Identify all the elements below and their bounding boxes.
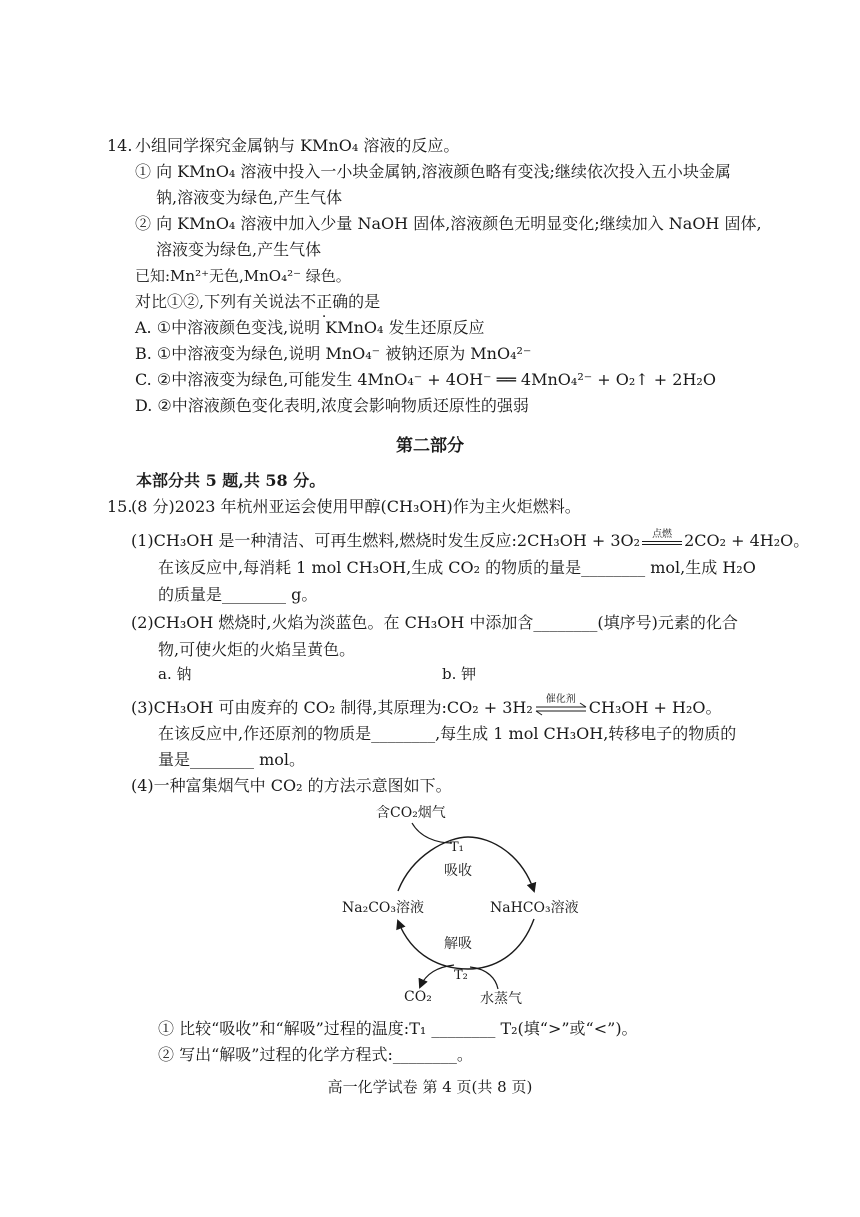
q14-stem: 小组同学探究金属钠与 KMnO₄ 溶液的反应。 — [135, 136, 460, 155]
co2-capture-diagram — [320, 797, 610, 1007]
steam-label: 水蒸气 — [480, 991, 522, 1007]
page-footer: 高一化学试卷 第 4 页(共 8 页) — [327, 1078, 533, 1096]
desorb-label: 解吸 — [444, 936, 472, 952]
q15-part1-line1 — [131, 530, 809, 552]
q15-part3-line2: 在该反应中,作还原剂的物质是________,每生成 1 mol CH₃OH,转移电子的物质的 — [158, 724, 737, 743]
q15-part2-option-b: b. 钾 — [442, 665, 477, 683]
q14-compare-prompt — [135, 291, 380, 313]
q15-part2-option-a: a. 钠 — [158, 665, 192, 683]
right-solution-label: NaHCO₃溶液 — [490, 900, 579, 916]
flue-gas-inflow — [412, 823, 452, 843]
q15-part4-question1: ① 比较“吸收”和“解吸”过程的温度:T₁ ________ T₂(填“>”或“<”)。 — [158, 1019, 638, 1038]
input-gas-label: 含CO₂烟气 — [376, 805, 446, 821]
q15-part1-line3: 的质量是________ g。 — [158, 585, 318, 604]
reaction1-left: (1)CH₃OH 是一种清洁、可再生燃料,燃烧时发生反应:2CH₃OH + 3O₂ — [131, 531, 641, 550]
q15-part4-question2: ② 写出“解吸”过程的化学方程式:________。 — [158, 1045, 473, 1064]
left-solution-label: Na₂CO₃溶液 — [342, 900, 425, 916]
absorb-label: 吸收 — [444, 863, 472, 879]
ignite-arrow — [640, 530, 684, 552]
co2-outflow-arrow — [420, 965, 454, 987]
part2-intro: 本部分共 5 题,共 58 分。 — [136, 471, 326, 490]
q15-part2-line1: (2)CH₃OH 燃烧时,火焰为淡蓝色。在 CH₃OH 中添加含________(填序号)元素的化合 — [131, 613, 738, 632]
t1-label: T₁ — [450, 840, 464, 855]
reaction2-right: CH₃OH + H₂O。 — [588, 698, 722, 717]
co2-output-label: CO₂ — [404, 989, 432, 1005]
reaction1-right: 2CO₂ + 4H₂O。 — [684, 531, 810, 550]
q14-experiment1-line1: ① 向 KMnO₄ 溶液中投入一小块金属钠,溶液颜色略有变浅;继续依次投入五小块金属 — [135, 162, 731, 181]
catalyst-condition: 催化剂 — [545, 694, 576, 705]
part2-title: 第二部分 — [396, 436, 464, 456]
q14-option-b: B. ①中溶液变为绿色,说明 MnO₄⁻ 被钠还原为 MnO₄²⁻ — [135, 344, 532, 363]
q15-part4-intro: (4)一种富集烟气中 CO₂ 的方法示意图如下。 — [131, 776, 452, 795]
compare-prefix: 对比①②,下列有关说法 — [135, 292, 301, 311]
q15-part1-line2: 在该反应中,每消耗 1 mol CH₃OH,生成 CO₂ 的物质的量是________ mol,生成 H₂O — [158, 558, 756, 577]
q15-part3-line1 — [131, 694, 722, 719]
q14-number: 14. — [107, 136, 133, 155]
compare-emphasis: 不正确 — [300, 292, 349, 311]
compare-suffix: 的是 — [348, 292, 381, 311]
q14-experiment1-line2: 钠,溶液变为绿色,产生气体 — [156, 188, 343, 207]
q15-part3-line3: 量是________ mol。 — [158, 750, 306, 769]
q15-part2-line2: 物,可使火炬的火焰呈黄色。 — [158, 640, 356, 659]
reaction2-left: (3)CH₃OH 可由废弃的 CO₂ 制得,其原理为:CO₂ + 3H₂ — [131, 698, 533, 717]
steam-inflow — [470, 967, 498, 989]
q14-option-d: D. ②中溶液颜色变化表明,浓度会影响物质还原性的强弱 — [135, 396, 529, 415]
q14-option-c: C. ②中溶液变为绿色,可能发生 4MnO₄⁻ + 4OH⁻ ══ 4MnO₄²⁻ + O₂↑ + 2H₂O — [135, 370, 716, 389]
catalyst-arrow — [533, 694, 589, 719]
t2-label: T₂ — [454, 968, 468, 983]
q15-stem: (8 分)2023 年杭州亚运会使用甲醇(CH₃OH)作为主火炬燃料。 — [131, 497, 581, 516]
q14-experiment2-line1: ② 向 KMnO₄ 溶液中加入少量 NaOH 固体,溶液颜色无明显变化;继续加入 NaOH 固体, — [135, 214, 762, 233]
q15-number: 15. — [107, 497, 133, 516]
ignite-equals — [642, 541, 682, 545]
q14-known-info: 已知:Mn²⁺无色,MnO₄²⁻ 绿色。 — [135, 267, 351, 285]
ignite-condition: 点燃 — [652, 529, 673, 540]
q14-option-a: A. ①中溶液颜色变浅,说明 KMnO₄ 发生还原反应 — [135, 318, 485, 337]
q14-experiment2-line2: 溶液变为绿色,产生气体 — [156, 240, 322, 259]
